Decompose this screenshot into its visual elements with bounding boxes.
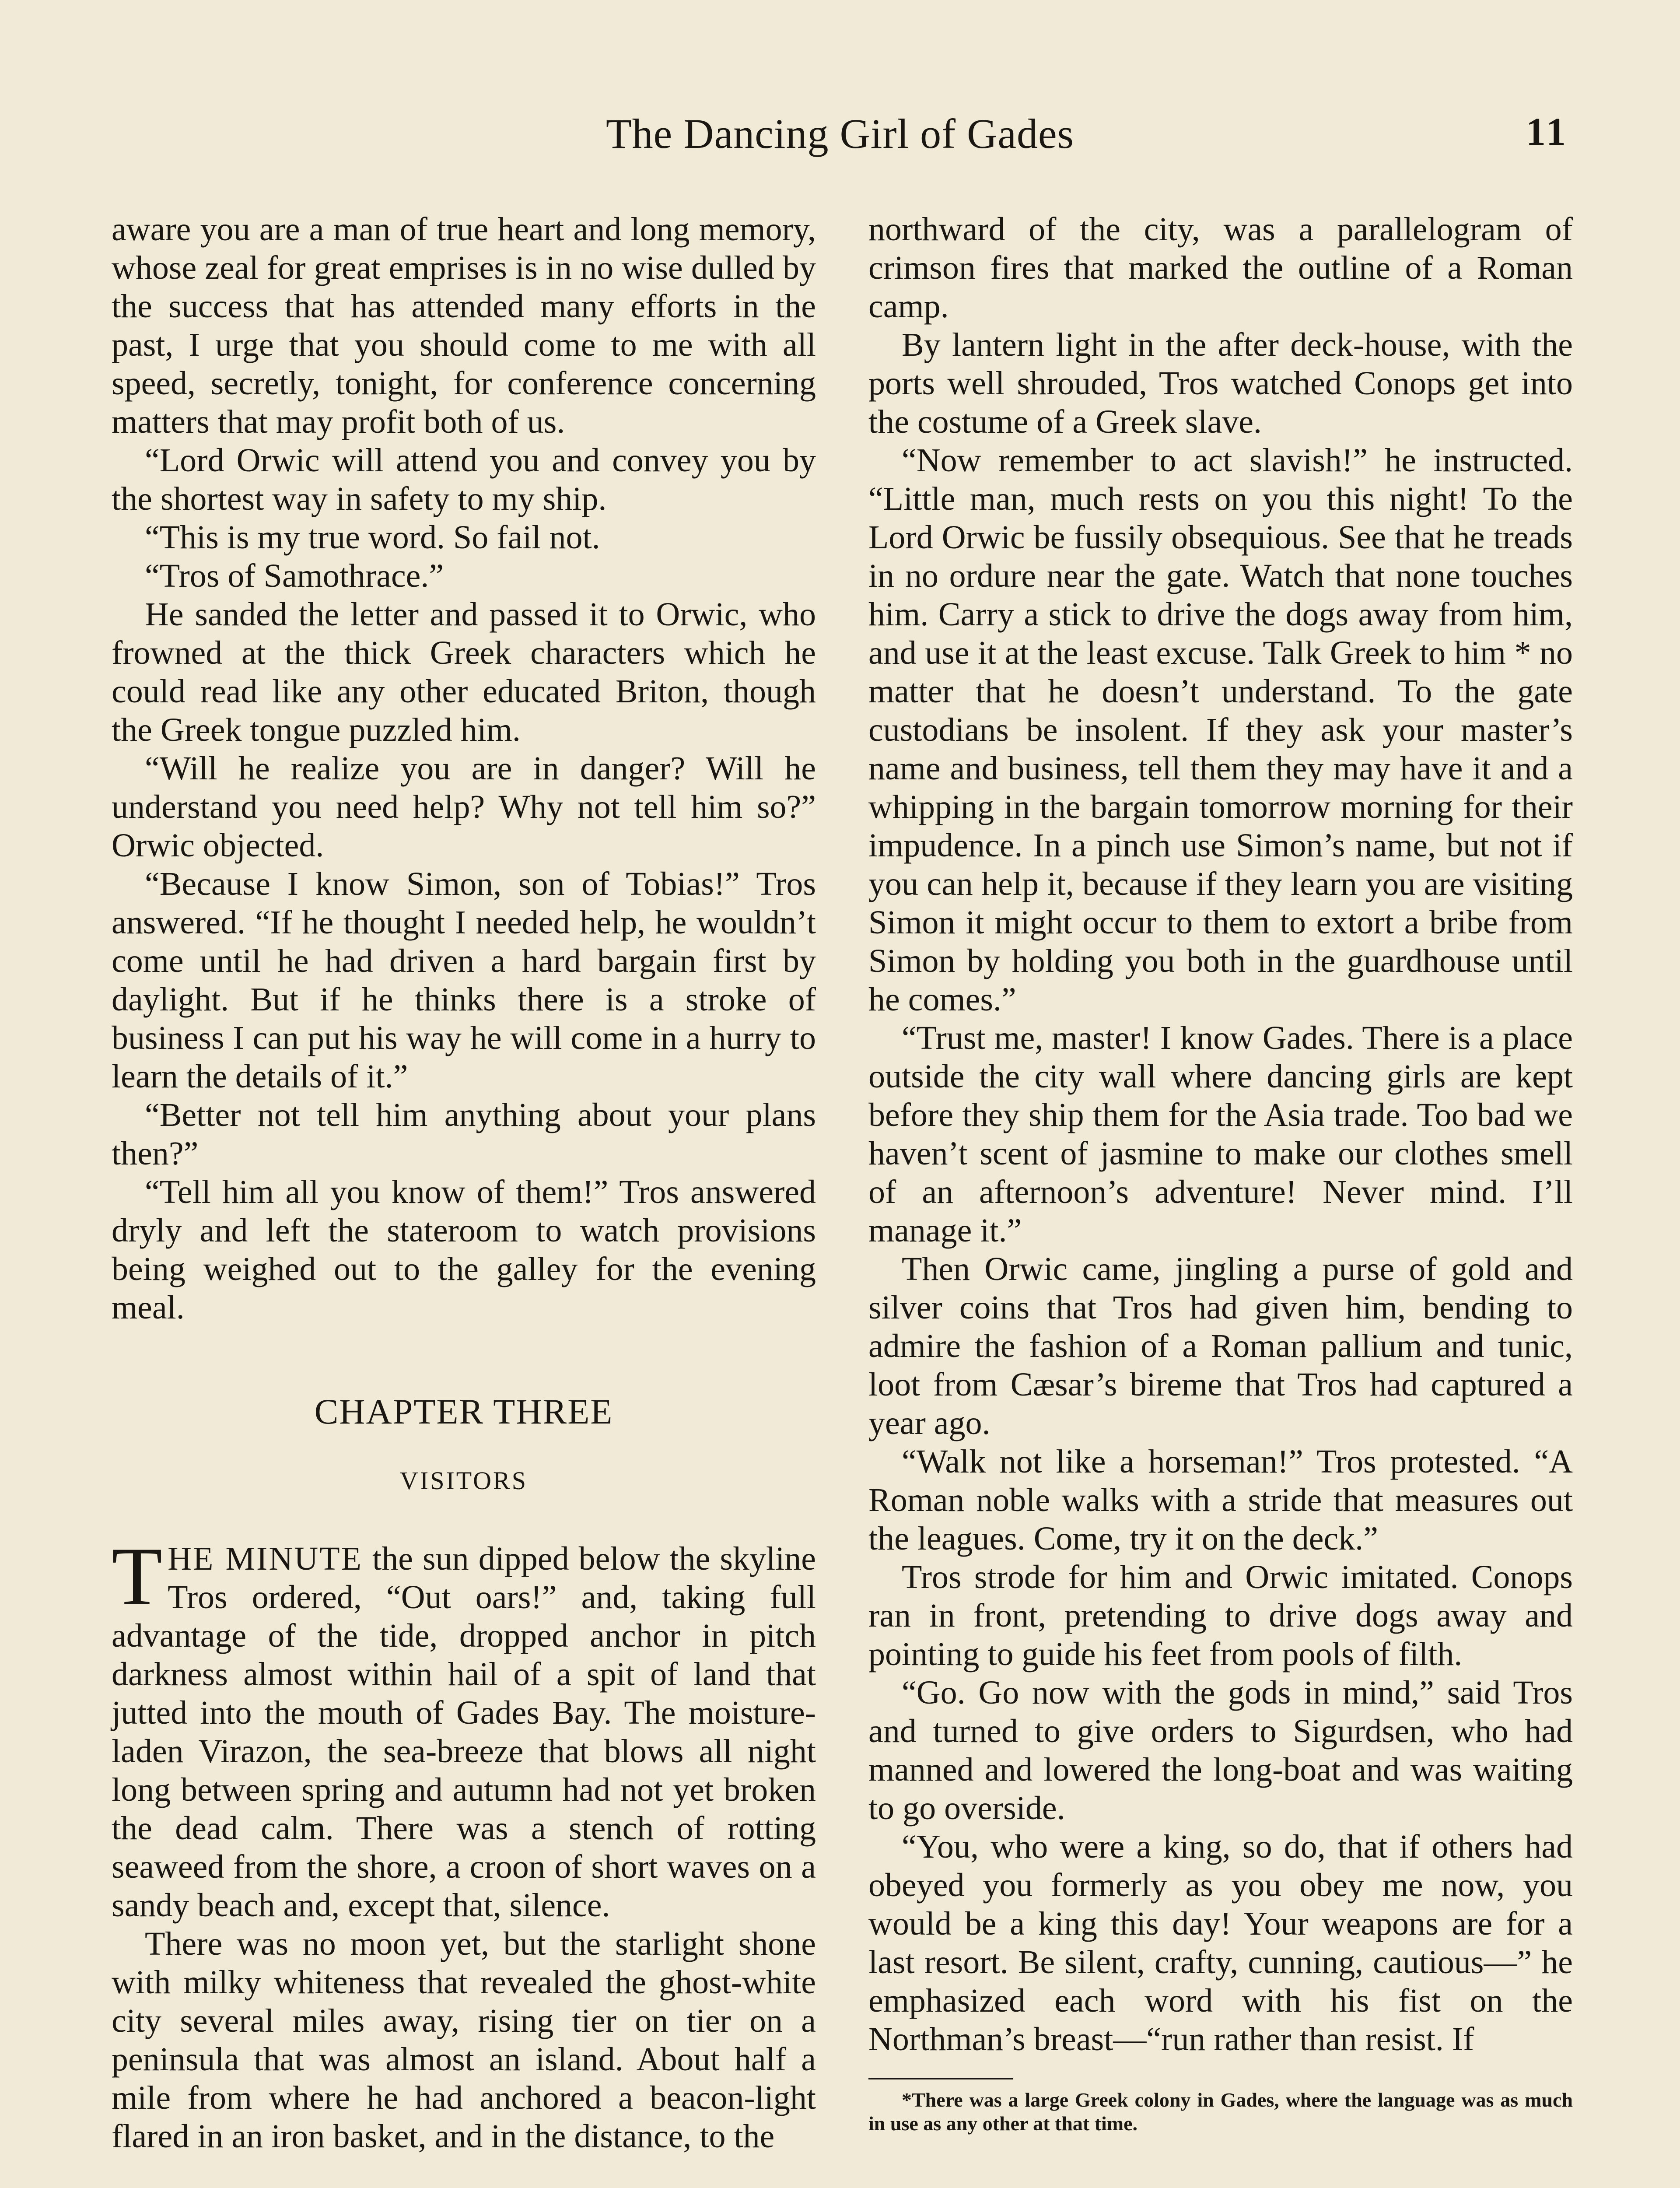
chapter-title: CHAPTER THREE: [314, 1392, 613, 1431]
paragraph: “Because I know Simon, son of Tobias!” Tros answered. “If he thought I needed help, he wouldn’t come until he had driven a hard bargain first by daylight. But if he thinks there is a stroke of business I can put his way he will come in a hurry to learn the details of it.”: [112, 866, 816, 1095]
right-column: [868, 210, 1573, 2188]
running-header: [0, 109, 1680, 158]
paragraph: “You, who were a king, so do, that if others had obeyed you formerly as you obey me now, you would be a king this day! Your weapons are for a last resort. Be silent, crafty, cunning, cautious—” he emphasized each word with his fist on the Northman’s breast—“run rather than resist. If: [868, 1828, 1573, 2058]
opening-text: the sun dipped below the skyline Tros ordered, “Out oars!” and, taking full advantage of the tide, dropped anchor in pitch darkness almost within hail of a spit of land that jutted into the mouth of Gades Bay. The moisture-laden Virazon, the sea-breeze that blows all night long between spring and autumn had not yet broken the dead calm. There was a stench of rotting seaweed from the shore, a croon of short waves on a sandy beach and, except that, silence.: [112, 1540, 816, 1924]
text-columns: [112, 210, 1573, 2188]
paragraph: Then Orwic came, jingling a purse of gold and silver coins that Tros had given him, bending to admire the fashion of a Roman pallium and tunic, loot from Cæsar’s bireme that Tros had captured a year ago.: [868, 1251, 1573, 1441]
paragraph: “This is my true word. So fail not.: [145, 519, 600, 556]
opening-paragraph: [112, 1531, 816, 1925]
page-number: 11: [1526, 110, 1568, 154]
paragraph: “Better not tell him anything about your plans then?”: [112, 1097, 816, 1172]
paragraph: “Lord Orwic will attend you and convey you by the shortest way in safety to my ship.: [112, 442, 816, 517]
paragraph: “Trust me, master! I know Gades. There is a place outside the city wall where dancing girls are kept before they ship them for the Asia trade. Too bad we haven’t scent of jasmine to make our clothes smell of an afternoon’s adventure! Never mind. I’ll manage it.”: [868, 1020, 1573, 1249]
paragraph: Tros strode for him and Orwic imitated. Conops ran in front, pretending to drive dogs away and pointing to guide his feet from pools of filth.: [868, 1559, 1573, 1673]
paragraph: “Walk not like a horseman!” Tros protested. “A Roman noble walks with a stride that measures out the leagues. Come, try it on the deck.”: [868, 1443, 1573, 1557]
opening-lead: HE MINUTE: [168, 1540, 363, 1577]
chapter-subtitle: VISITORS: [400, 1466, 528, 1495]
drop-cap: T: [112, 1531, 163, 1623]
paragraph: By lantern light in the after deck-house, with the ports well shrouded, Tros watched Conops get into the costume of a Greek slave.: [868, 326, 1573, 440]
running-title: The Dancing Girl of Gades: [606, 110, 1074, 157]
paragraph: There was no moon yet, but the starlight shone with milky whiteness that revealed the ghost-white city several miles away, rising tier on tier on a peninsula that was almost an island. About half a mile from where he had anchored a beacon-light flared in an iron basket, and in the distance, to the: [112, 1925, 816, 2155]
paragraph: “Tell him all you know of them!” Tros answered dryly and left the stateroom to watch provisions being weighed out to the galley for the evening meal.: [112, 1174, 816, 1326]
paragraph: “Go. Go now with the gods in mind,” said Tros and turned to give orders to Sigurdsen, who had manned and lowered the long-boat and was waiting to go overside.: [868, 1674, 1573, 1827]
paragraph: He sanded the letter and passed it to Orwic, who frowned at the thick Greek characters which he could read like any other educated Briton, though the Greek tongue puzzled him.: [112, 596, 816, 748]
paragraph: “Will he realize you are in danger? Will he understand you need help? Why not tell him so?” Orwic objected.: [112, 750, 816, 864]
left-column: [112, 210, 816, 2188]
paragraph: northward of the city, was a parallelogram of crimson fires that marked the outline of a Roman camp.: [868, 211, 1573, 325]
footnote: *There was a large Greek colony in Gades, where the language was as much in use as any other at that time.: [868, 2089, 1573, 2135]
paragraph: aware you are a man of true heart and long memory, whose zeal for great emprises is in no wise dulled by the success that has attended many efforts in the past, I urge that you should come to me with all speed, secretly, tonight, for conference concerning matters that may profit both of us.: [112, 211, 816, 440]
paragraph: “Tros of Samothrace.”: [145, 558, 444, 594]
footnote-rule: [868, 2078, 1013, 2079]
paragraph: “Now remember to act slavish!” he instructed. “Little man, much rests on you this night! To the Lord Orwic be fussily obsequious. See that he treads in no ordure near the gate. Watch that none touches him. Carry a stick to drive the dogs away from him, and use it at the least excuse. Talk Greek to him * no matter that he doesn’t understand. To the gate custodians be insolent. If they ask your master’s name and business, tell them they may have it and a whipping in the bargain tomorrow morning for their impudence. In a pinch use Simon’s name, but not if you can help it, because if they learn you are visiting Simon it might occur to them to extort a bribe from Simon by holding you both in the guardhouse until he comes.”: [868, 442, 1573, 1018]
